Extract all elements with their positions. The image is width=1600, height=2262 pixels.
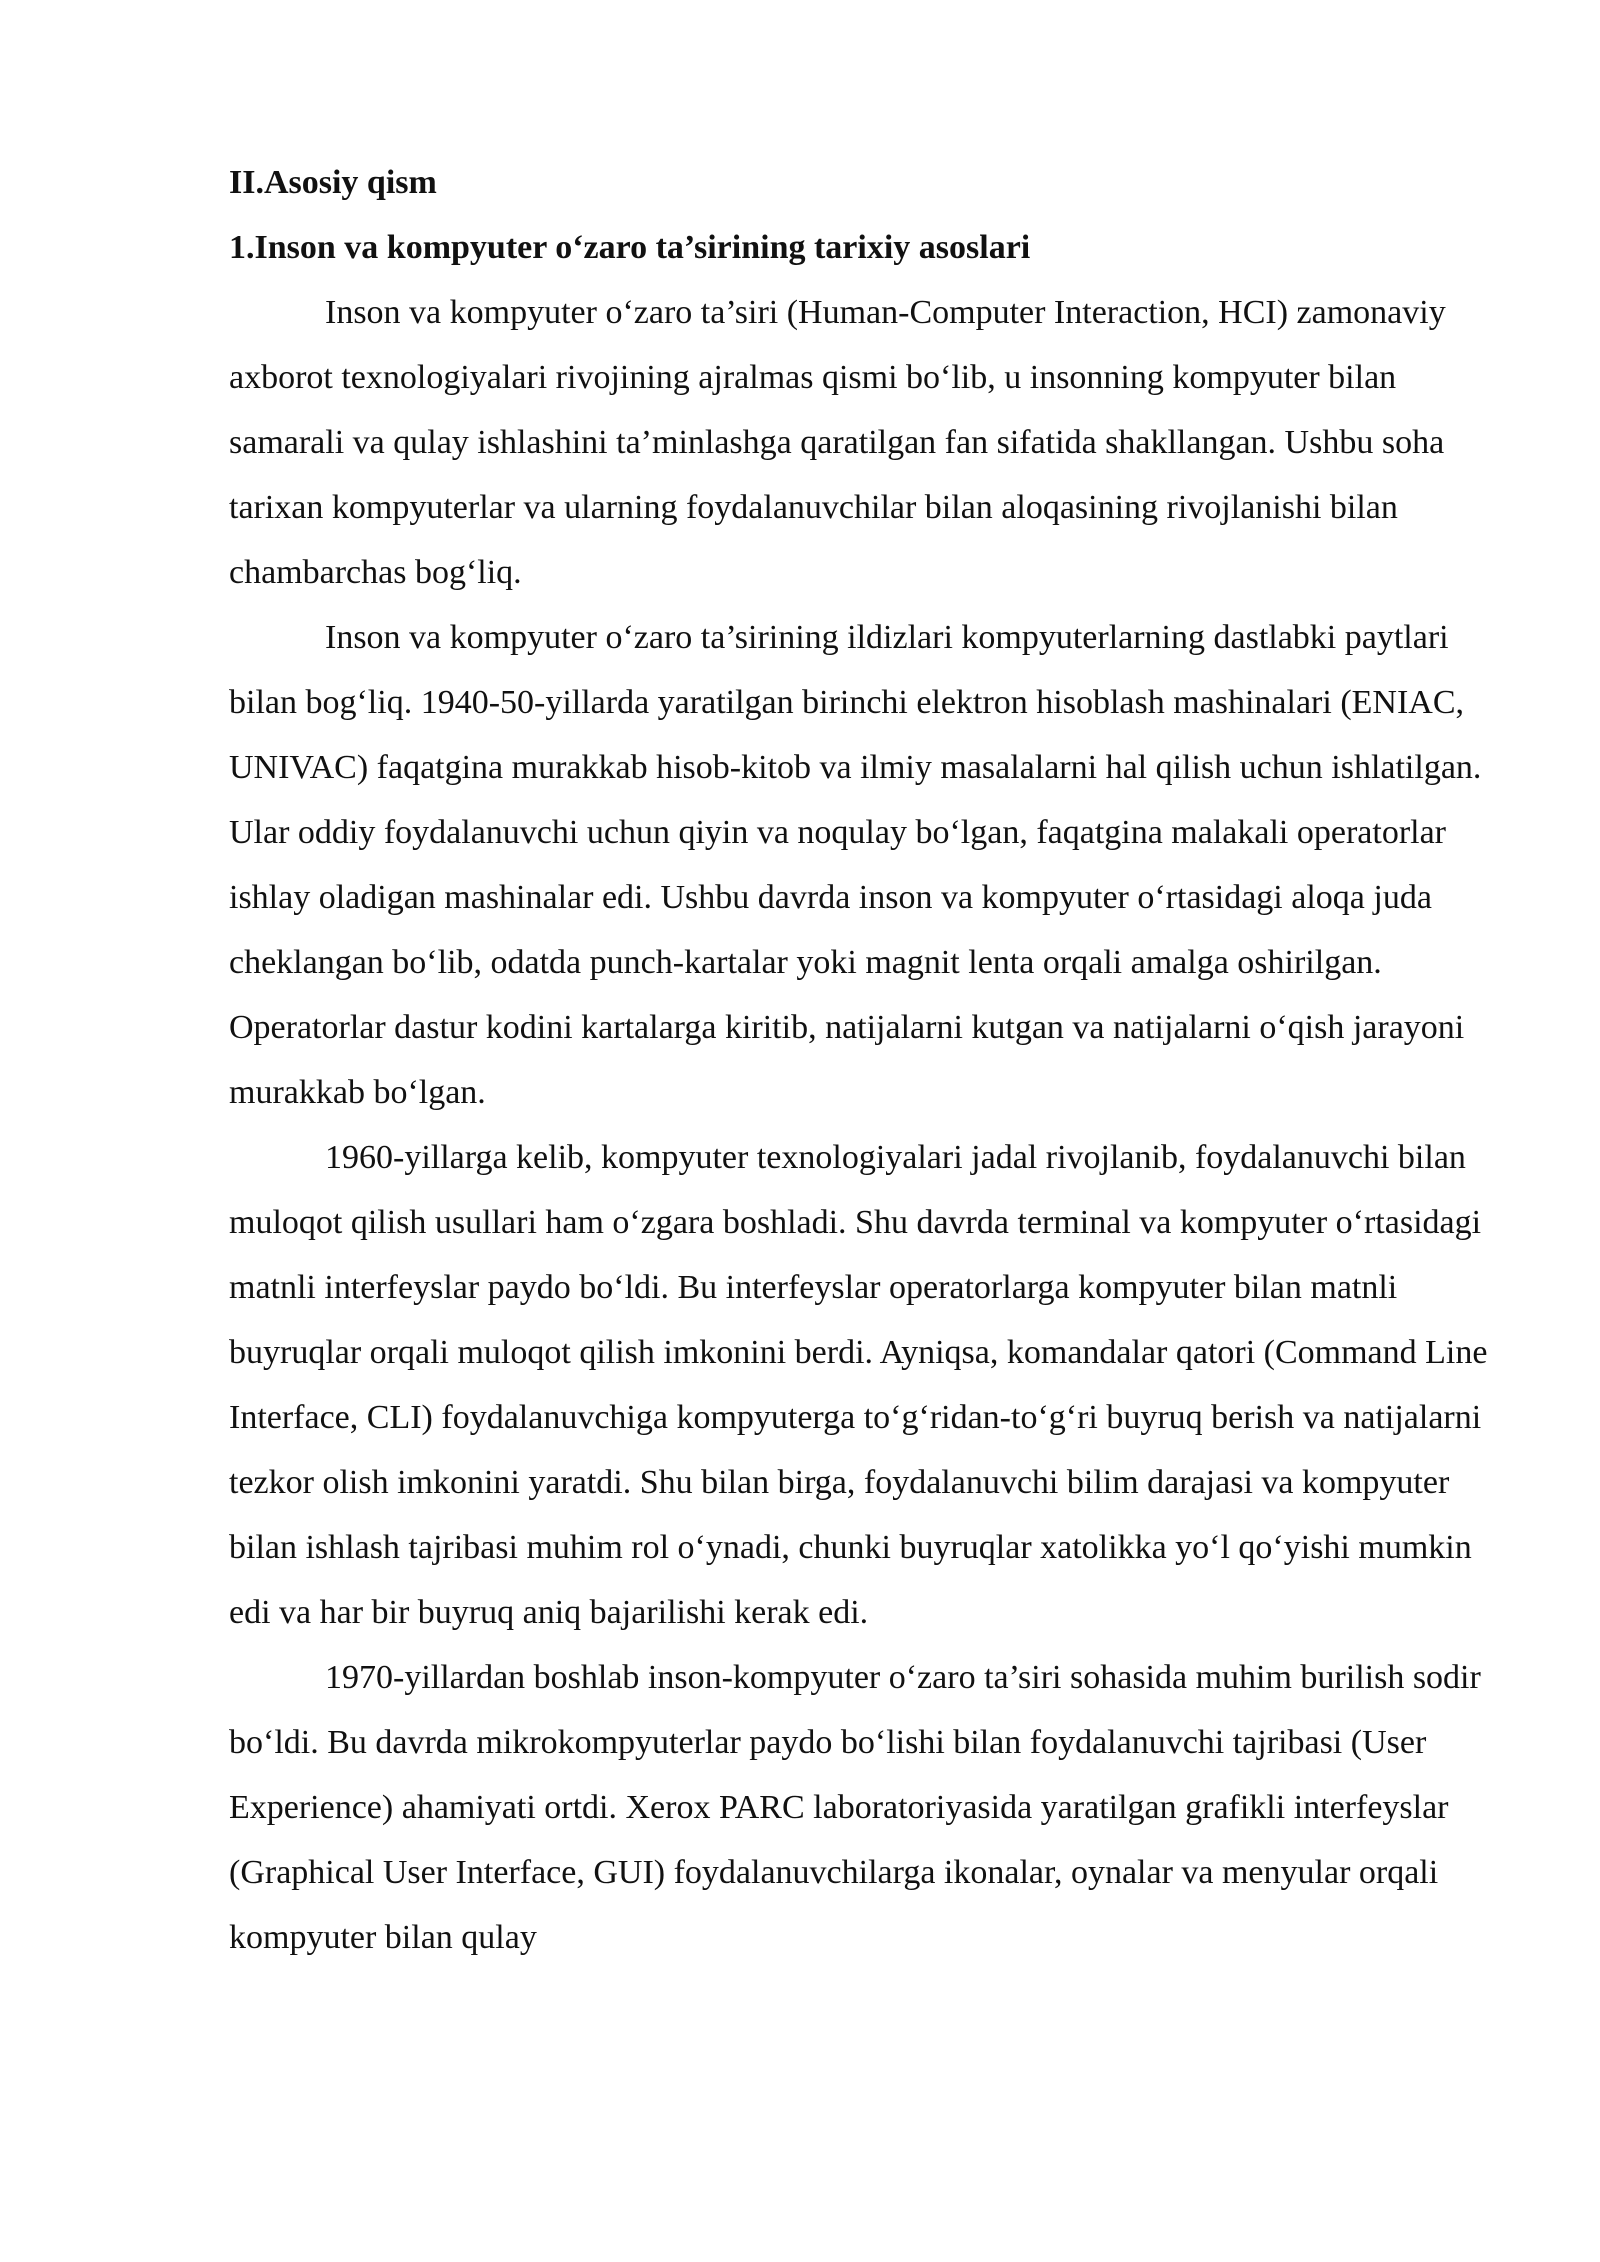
paragraph-4: 1970-yillardan boshlab inson-kompyuter o‘zaro ta’siri sohasida muhim burilish sodir bo‘ldi. Bu davrda mikrokompyuterlar paydo bo‘lishi bilan foydalanuvchi tajribasi (User Experience) ahamiyati ortdi. Xerox PARC laboratoriyasida yaratilgan grafikli interfeyslar (Graphical User Interface, GUI) foydalanuvchilarga ikonalar, oynalar va menyular orqali kompyuter bilan qulay	[229, 1659, 1481, 1956]
paragraph-2: Inson va kompyuter o‘zaro ta’sirining ildizlari kompyuterlarning dastlabki paytlari bilan bog‘liq. 1940-50-yillarda yaratilgan birinchi elektron hisoblash mashinalari (ENIAC, UNIVAC) faqatgina murakkab hisob-kitob va ilmiy masalalarni hal qilish uchun ishlatilgan. Ular oddiy foydalanuvchi uchun qiyin va noqulay bo‘lgan, faqatgina malakali operatorlar ishlay oladigan mashinalar edi. Ushbu davrda inson va kompyuter o‘rtasidagi aloqa juda cheklangan bo‘lib, odatda punch-kartalar yoki magnit lenta orqali amalga oshirilgan. Operatorlar dastur kodini kartalarga kiritib, natijalarni kutgan va natijalarni o‘qish jarayoni murakkab bo‘lgan.	[229, 619, 1482, 1111]
paragraph-3: 1960-yillarga kelib, kompyuter texnologiyalari jadal rivojlanib, foydalanuvchi bilan muloqot qilish usullari ham o‘zgara boshladi. Shu davrda terminal va kompyuter o‘rtasidagi matnli interfeyslar paydo bo‘ldi. Bu interfeyslar operatorlarga kompyuter bilan matnli buyruqlar orqali muloqot qilish imkonini berdi. Ayniqsa, komandalar qatori (Command Line Interface, CLI) foydalanuvchiga kompyuterga to‘g‘ridan-to‘g‘ri buyruq berish va natijalarni tezkor olish imkonini yaratdi. Shu bilan birga, foydalanuvchi bilim darajasi va kompyuter bilan ishlash tajribasi muhim rol o‘ynadi, chunki buyruqlar xatolikka yo‘l qo‘yishi mumkin edi va har bir buyruq aniq bajarilishi kerak edi.	[229, 1139, 1488, 1631]
paragraph-1: Inson va kompyuter o‘zaro ta’siri (Human-Computer Interaction, HCI) zamonaviy axborot texnologiyalari rivojining ajralmas qismi bo‘lib, u insonning kompyuter bilan samarali va qulay ishlashini ta’minlashga qaratilgan fan sifatida shakllangan. Ushbu soha tarixan kompyuterlar va ularning foydalanuvchilar bilan aloqasining rivojlanishi bilan chambarchas bog‘liq.	[229, 294, 1446, 591]
document-body	[229, 150, 1489, 1970]
section-heading: II.Asosiy qism	[229, 164, 437, 201]
subsection-heading: 1.Inson va kompyuter o‘zaro ta’sirining tarixiy asoslari	[229, 229, 1031, 266]
